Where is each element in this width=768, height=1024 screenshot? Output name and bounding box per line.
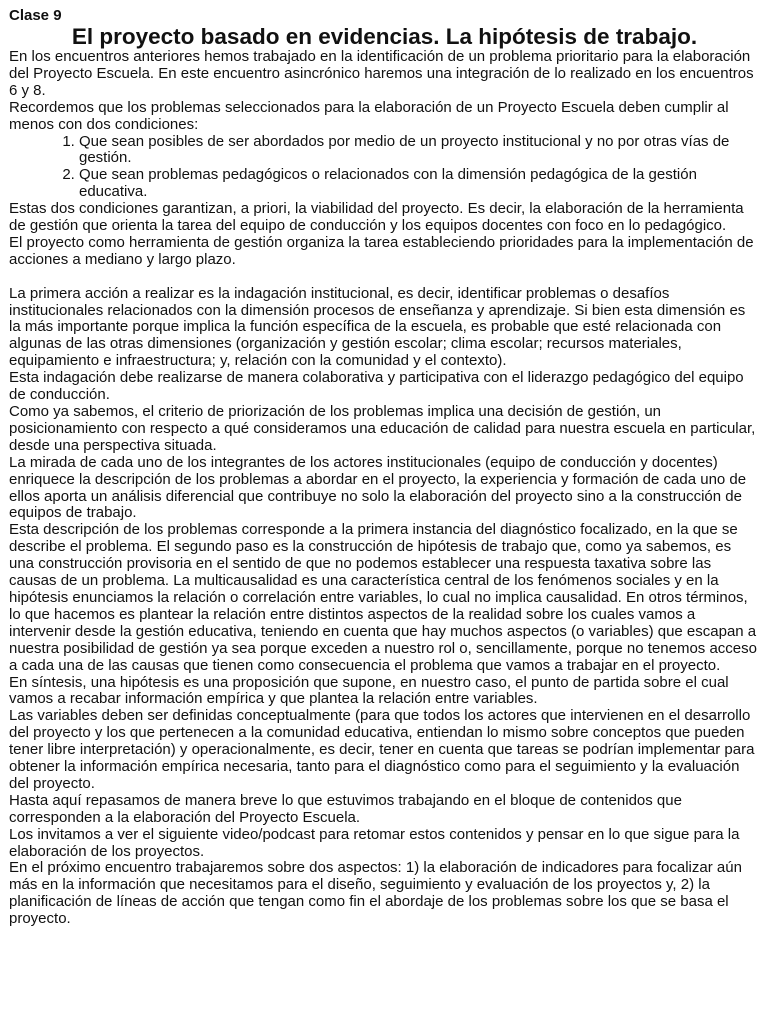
- class-label: Clase 9: [9, 7, 62, 24]
- paragraph-herramienta-gestion: El proyecto como herramienta de gestión organiza la tarea estableciendo prioridades para la implementación de acciones a mediano y largo plazo.: [9, 233, 754, 268]
- condition-item: 1. Que sean posibles de ser abordados por medio de un proyecto institucional y no por otras vías de gestión.: [79, 134, 760, 168]
- condition-item: 2. Que sean problemas pedagógicos o relacionados con la dimensión pedagógica de la gestión educativa.: [79, 167, 760, 201]
- paragraph-recordemos: Recordemos que los problemas seleccionados para la elaboración de un Proyecto Escuela deben cumplir al menos con dos condiciones:: [9, 98, 729, 133]
- paragraph-video-podcast: Los invitamos a ver el siguiente video/podcast para retomar estos contenidos y pensar en lo que sigue para la elaboración de los proyectos.: [9, 825, 740, 860]
- paragraph-hipotesis-trabajo: Esta descripción de los problemas corresponde a la primera instancia del diagnóstico focalizado, en la que se describe el problema. El segundo paso es la construcción de hipótesis de trabajo que, como ya sabemos, es una construcción provisoria en el sentido de que no podemos establecer una respuesta taxativa sobre las causas de un problema. La multicausalidad es una característica central de los fenómenos sociales y en la hipótesis enunciamos la relación o correlación entre variables, lo cual no implica causalidad. En otros términos, lo que hacemos es plantear la relación entre distintos aspectos de la realidad sobre los cuales vamos a intervenir desde la gestión educativa, teniendo en cuenta que hay muchos aspectos (o variables) que escapan a nuestra posibilidad de gestión ya sea porque exceden a nuestro rol o, sencillamente, porque no tenemos acceso a cada una de las causas que tienen como consecuencia el problema que vamos a trabajar en el proyecto.: [9, 521, 757, 674]
- paragraph-primera-accion: La primera acción a realizar es la indagación institucional, es decir, identificar problemas o desafíos institucionales relacionados con la dimensión procesos de enseñanza y aprendizaje. Si bien esta dimensión es la más importante porque implica la función específica de la escuela, es probable que esté relacionada con algunas de las otras dimensiones (organización y gestión escolar; clima escolar; recursos materiales, equipamiento e infraestructura; y, relación con la comunidad y el contexto).: [9, 284, 746, 370]
- paragraph-variables: Las variables deben ser definidas conceptualmente (para que todos los actores que intervienen en el desarrollo del proyecto y los que pertenecen a la comunidad educativa, entiendan lo mismo sobre conceptos que pueden tener libre interpretación) y operacionalmente, es decir, tener en cuenta que tareas se podrían implementar para obtener la información empírica necesaria, tanto para el diagnóstico como para el seguimiento y la evaluación del proyecto.: [9, 707, 755, 792]
- paragraph-indagacion: Esta indagación debe realizarse de manera colaborativa y participativa con el liderazgo pedagógico del equipo de conducción.: [9, 369, 744, 404]
- conditions-list: [9, 134, 760, 202]
- paragraph-proximo-encuentro: En el próximo encuentro trabajaremos sobre dos aspectos: 1) la elaboración de indicadores para focalizar aún más en la información que necesitamos para el diseño, seguimiento y evaluación de los proyectos y, 2) la planificación de líneas de acción que tengan como fin el abordaje de los problemas sobre los que se basa el proyecto.: [9, 859, 742, 928]
- page-title: El proyecto basado en evidencias. La hipótesis de trabajo.: [71, 24, 698, 49]
- blank-line: [9, 269, 760, 286]
- paragraph-intro-encuentros: En los encuentros anteriores hemos trabajado en la identificación de un problema prioritario para la elaboración del Proyecto Escuela. En este encuentro asincrónico haremos una integración de lo realizado en los encuentros 6 y 8.: [9, 48, 754, 99]
- paragraph-repaso: Hasta aquí repasamos de manera breve lo que estuvimos trabajando en el bloque de contenidos que corresponden a la elaboración del Proyecto Escuela.: [9, 791, 682, 826]
- paragraph-priorizacion: Como ya sabemos, el criterio de priorización de los problemas implica una decisión de gestión, un posicionamiento con respecto a qué consideramos una educación de calidad para nuestra escuela en particular, desde una perspectiva situada.: [9, 403, 756, 454]
- paragraph-mirada-actores: La mirada de cada uno de los integrantes de los actores institucionales (equipo de conducción y docentes) enriquece la descripción de los problemas a abordar en el proyecto, la experiencia y formación de cada uno de ellos aporta un análisis diferencial que contribuye no solo la elaboración del proyecto sino a la construcción de equipos de trabajo.: [9, 453, 747, 522]
- paragraph-condiciones-garantizan: Estas dos condiciones garantizan, a priori, la viabilidad del proyecto. Es decir, la elaboración de la herramienta de gestión que orienta la tarea del equipo de conducción y los equipos docentes con foco en lo pedagógico.: [9, 200, 744, 235]
- paragraph-sintesis: En síntesis, una hipótesis es una proposición que supone, en nuestro caso, el punto de partida sobre el cual vamos a recabar información empírica y que plantea la relación entre variables.: [9, 673, 729, 708]
